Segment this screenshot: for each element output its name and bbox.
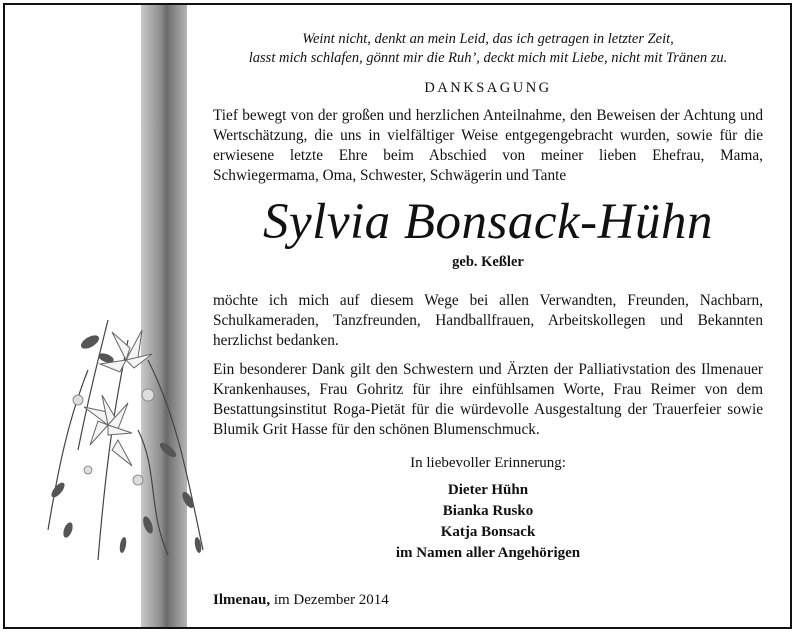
closing-line: In liebevoller Erinnerung: [410, 455, 566, 471]
notice-content [213, 30, 763, 564]
motto-line: Weint nicht, denkt an mein Leid, das ich getragen in letzter Zeit, [302, 31, 674, 47]
deceased-name: Sylvia Bonsack-Hühn [263, 194, 713, 250]
intro-paragraph: Tief bewegt von der großen und herzlichen Anteilnahme, den Beweisen der Achtung und Wertschätzung, die uns in vielfältiger Weise entgegengebracht wurden, sowie für die erwiesene letzte Ehre beim Abschied von meiner lieben Ehefrau, Mama, Schwiegermama, Oma, Schwester, Schwägerin und Tante [213, 107, 763, 184]
place-date [213, 592, 389, 609]
maiden-name: geb. Keßler [452, 254, 524, 270]
date-text: im Dezember 2014 [273, 592, 389, 608]
signer-list [213, 480, 763, 564]
place-name: Ilmenau, [213, 592, 271, 608]
thanks-paragraph: möchte ich mich auf diesem Wege bei allen Verwandten, Freunden, Nachbarn, Schulkameraden, Tanzfreunden, Handballfrauen, Arbeitskollegen und Bekannten herzlichst bedanken. [213, 292, 763, 349]
signer-name: Dieter Hühn [447, 482, 529, 498]
motto-line: lasst mich schlafen, gönnt mir die Ruh’, deckt mich mit Liebe, nicht mit Tränen zu. [248, 50, 728, 66]
signer-name: im Namen aller Angehörigen [395, 545, 581, 561]
signer-name: Bianka Rusko [442, 503, 534, 519]
signer-name: Katja Bonsack [440, 524, 536, 540]
special-thanks-paragraph: Ein besonderer Dank gilt den Schwestern und Ärzten der Palliativstation des Ilmenauer Krankenhauses, Frau Gohritz für ihre einfühlsamen Worte, Frau Reimer von dem Bestattungsinstitut Roga-Pietät für die würdevolle Ausgestaltung der Trauerfeier sowie Blumik Grit Hasse für den schönen Blumenschmuck. [213, 361, 763, 438]
motto-verse [208, 30, 768, 68]
notice-heading: DANKSAGUNG [424, 80, 552, 96]
flower-bouquet-icon [28, 300, 228, 570]
